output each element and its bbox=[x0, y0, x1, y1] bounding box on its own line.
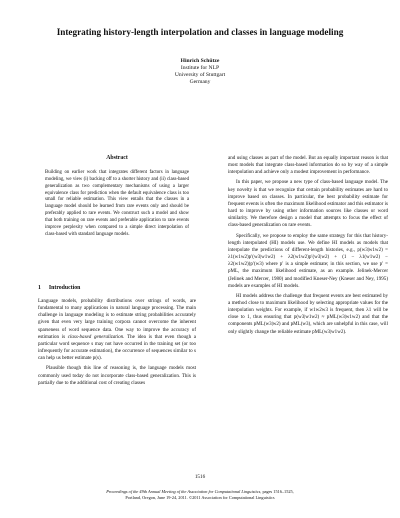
paragraph: Plausible though this line of reasoning is, the language models most commonly used today do not incorporate class-based generalization. This is partially due to the additional cost of creating classes bbox=[38, 365, 196, 386]
footer-location: Portland, Oregon, June 19-24, 2011. ©2011 Association for Computational Linguistics bbox=[125, 494, 275, 500]
paragraph: Language models, probability distributions over strings of words, are fundamental to many applications in natural language processing. The main challenge in language modeling is to estimate string probabilities accurately given that even very large training corpora cannot overcome the inherent sparseness of word sequence data. One way to improve the accuracy of estimation is class-based generalization. The idea is that even though a particular word sequence s may not have occurred in the training set (or too infrequently for accurate estimation), the occurrence of sequences similar to s can help us better estimate p(s). bbox=[38, 298, 197, 362]
page-number: 1516 bbox=[194, 474, 206, 480]
emphasis-text: class-based generalization bbox=[67, 333, 124, 340]
paragraph: and using classes as part of the model. But an equally important reason is that most models that integrate class-based information do so by way of a simple interpolation and achieve only a modest improvement in performance. bbox=[228, 155, 388, 176]
section-number: 1 bbox=[38, 285, 41, 291]
paragraph: HI models address the challenge that frequent events are best estimated by a method close to maximum likelihood by selecting appropriate values for the interpolation weights. For example, if w1w2w3 is frequent, then λ1 will be close to 1, thus ensuring that p(w3|w1w2) ≈ pML(w3|w1w2) and that the components pML(w3|w2) and pML(w3), which are unhelpful in this case, will only slightly change the reliable estimate pML(w3|w1w2). bbox=[228, 292, 388, 335]
footer-pages: , pages 1516–1525, bbox=[260, 489, 294, 494]
left-column-body bbox=[38, 298, 196, 390]
author-affiliation-line: Institute for NLP bbox=[180, 65, 220, 71]
right-column-body bbox=[228, 155, 388, 339]
section-title: Introduction bbox=[48, 285, 81, 291]
author-affiliation-line: University of Stuttgart bbox=[174, 72, 226, 78]
paragraph: Specifically, we propose to employ the same strategy for this that history-length interpolated (HI) models use. We define HI models as models that interpolate the predictions of different-length histories, e.g., p(w3|w1w2) = λ1(w1w2)p′(w3|w1w2) + λ2(w1w2)p′(w3|w2) + (1 − λ1(w1w2) − λ2(w1w2))p′(w3) where p′ is a simple estimate; in this section, we use p′ = pML, the maximum likelihood estimate, as an example. Jelinek-Mercer (Jelinek and Mercer, 1980) and modified Kneser-Ney (Kneser and Ney, 1995) models are examples of HI models. bbox=[228, 232, 388, 289]
abstract-heading: Abstract bbox=[106, 155, 128, 161]
paragraph: In this paper, we propose a new type of class-based language model. The key novelty is that we recognize that certain probability estimates are hard to improve based on classes. In particular, the best probability estimate for frequent events is often the maximum likelihood estimator and this estimator is hard to improve by using other information sources like classes or word similarity. We therefore design a model that attempts to focus the effect of class-based generalization on rare events. bbox=[228, 179, 388, 229]
proceedings-footer bbox=[0, 489, 400, 500]
author-name: Hinrich Schütze bbox=[180, 58, 220, 64]
abstract-text: Building on earlier work that integrates different factors in language modeling, we view (i) backing off to a shorter history and (ii) class-based generalization as two complementary mechanisms of using a larger equivalence class for prediction when the default equivalence class is too small for reliable estimation. This view entails that the classes in a language model should be learned from rare events only and should be preferably applied to rare events. We construct such a model and show that both training on rare events and preferable application to rare events improve perplexity when compared to a simple direct interpolation of class-based with standard language models. bbox=[45, 170, 189, 237]
paper-title: Integrating history-length interpolation and classes in language modeling bbox=[56, 27, 344, 37]
author-block bbox=[100, 58, 300, 86]
footer-venue: Proceedings of the 49th Annual Meeting of the Association for Computational Linguistics bbox=[106, 489, 261, 494]
author-affiliation-line: Germany bbox=[189, 79, 211, 85]
section-heading bbox=[38, 285, 88, 291]
